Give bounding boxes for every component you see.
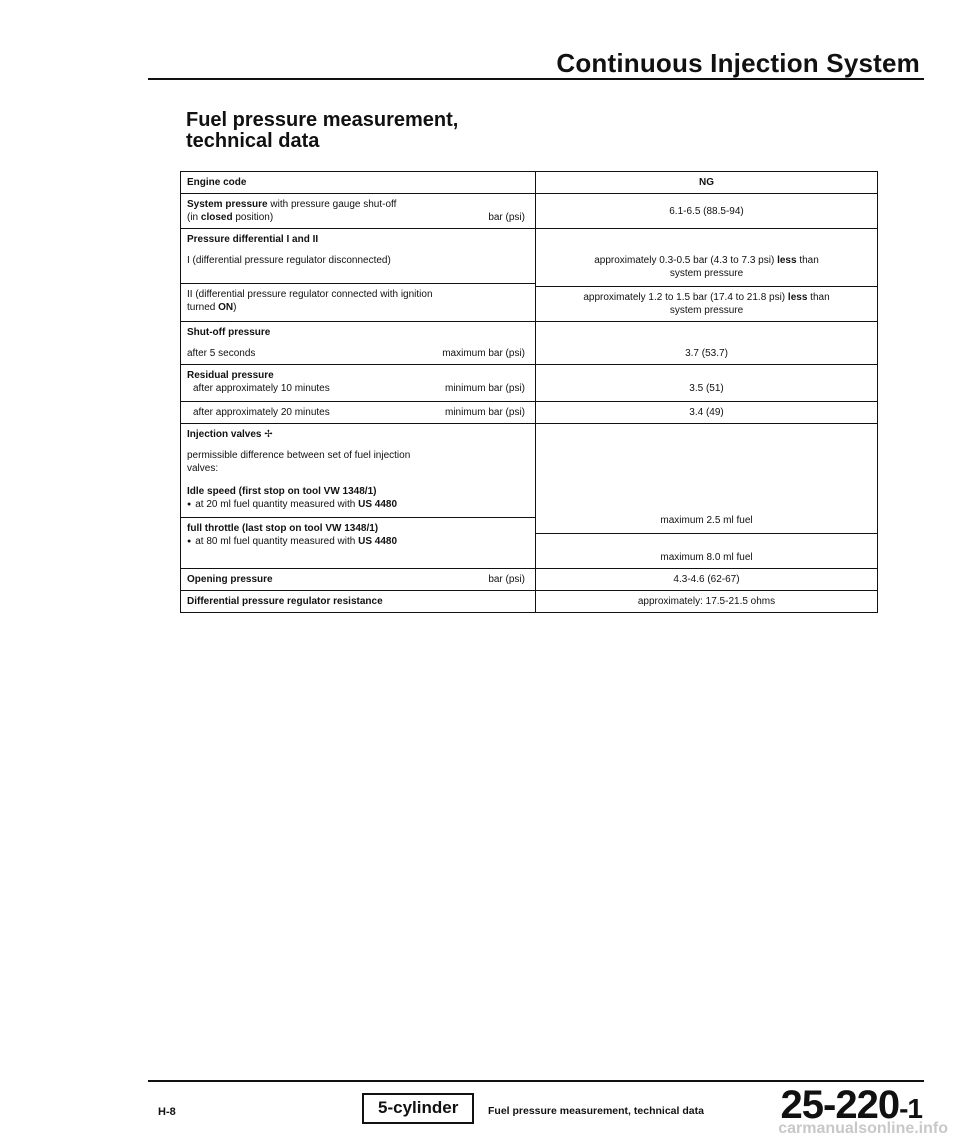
- opening-pressure-value: 4.3-4.6 (62-67): [536, 569, 878, 591]
- injection-valves-cell: Injection valves ✢ permissible difference between set of fuel injection valves: Idle speed (first stop on tool VW 1348/1) ● at 20 ml fuel quantity measured with US 4480 full throttle (last stop on tool VW 1348/1) ● at 80 ml fuel quantity measured with US 4480: [181, 424, 536, 569]
- table-row-opening-pressure: [181, 569, 878, 591]
- section-title-line2: technical data: [186, 130, 320, 152]
- residual-pressure-heading: Residual pressure: [187, 370, 274, 381]
- shutoff-pressure-unit: maximum bar (psi): [442, 348, 525, 359]
- residual-pressure-values: [536, 365, 878, 424]
- pressure-differential-cell: Pressure differential I and II I (differential pressure regulator disconnected) II (differential pressure regulator connected with ignition turned ON): [181, 229, 536, 322]
- injection-valves-values: [536, 424, 878, 569]
- table-row-injection-valves: [181, 424, 878, 569]
- residual-pressure-cell: Residual pressure after approximately 10 minutes minimum bar (psi) after approximately 20 minutes minimum bar (psi): [181, 365, 536, 424]
- section-title: [186, 110, 458, 152]
- system-pressure-value: 6.1-6.5 (88.5-94): [536, 194, 878, 229]
- tolerance-mark-icon: ✢: [264, 429, 273, 440]
- full-throttle-heading: full throttle (last stop on tool VW 1348/1): [187, 523, 379, 534]
- watermark: carmanualsonline.info: [778, 1120, 948, 1137]
- divider: [536, 401, 877, 402]
- table-row-residual-pressure: [181, 365, 878, 424]
- page-id: H-8: [158, 1106, 176, 1118]
- spec-table: [180, 171, 878, 613]
- variant-badge: 5-cylinder: [362, 1093, 474, 1124]
- system-pressure-label: System pressure with pressure gauge shut-off (in closed position) bar (psi): [181, 194, 536, 229]
- pressure-differential-values: approximately 0.3-0.5 bar (4.3 to 7.3 psi) less than system pressure approximately 1.2 to 1.5 bar (17.4 to 21.8 psi) less than system pressure: [536, 229, 878, 322]
- divider: [181, 401, 535, 402]
- divider: [181, 283, 535, 284]
- footer-caption: Fuel pressure measurement, technical data: [488, 1105, 704, 1117]
- footer-rule: [148, 1080, 924, 1082]
- table-row-system-pressure: [181, 194, 878, 229]
- divider: [536, 286, 877, 287]
- regulator-resistance-value: approximately: 17.5-21.5 ohms: [536, 591, 878, 613]
- table-row-regulator-resistance: [181, 591, 878, 613]
- opening-pressure-cell: [181, 569, 536, 591]
- system-pressure-unit: bar (psi): [488, 212, 525, 223]
- table-row-engine-code: [181, 172, 878, 194]
- page-number: 25-220-1: [780, 1083, 922, 1127]
- engine-code-value: NG: [536, 172, 878, 194]
- full-throttle-value: maximum 8.0 ml fuel: [660, 552, 753, 563]
- idle-speed-heading: Idle speed (first stop on tool VW 1348/1): [187, 486, 377, 497]
- shutoff-pressure-value: 3.7 (53.7): [536, 322, 878, 365]
- header-rule: [148, 78, 924, 80]
- table-row-shutoff-pressure: [181, 322, 878, 365]
- divider: [536, 533, 877, 534]
- engine-code-label: Engine code: [181, 172, 536, 194]
- pressure-differential-row2-label-line1: II (differential pressure regulator connected with ignition: [187, 289, 433, 300]
- shutoff-pressure-label: after 5 seconds: [187, 348, 256, 359]
- page-header-title: Continuous Injection System: [556, 48, 920, 78]
- regulator-resistance-heading: Differential pressure regulator resistance: [181, 591, 536, 613]
- shutoff-pressure-heading: Shut-off pressure: [187, 327, 271, 338]
- shutoff-pressure-cell: [181, 322, 536, 365]
- table-row-pressure-differential: [181, 229, 878, 322]
- injection-valves-heading: Injection valves: [187, 429, 262, 440]
- opening-pressure-unit: bar (psi): [488, 574, 525, 585]
- pressure-differential-row1-value: approximately 0.3-0.5 bar (4.3 to 7.3 psi) less than: [594, 255, 819, 266]
- pressure-differential-row1-label: I (differential pressure regulator disconnected): [187, 255, 391, 266]
- pressure-differential-row2-value: approximately 1.2 to 1.5 bar (17.4 to 21.8 psi) less than: [583, 292, 830, 303]
- divider: [181, 517, 535, 518]
- residual-pressure-row2-value: 3.4 (49): [689, 407, 724, 418]
- section-title-line1: Fuel pressure measurement,: [186, 109, 459, 131]
- pressure-differential-heading: Pressure differential I and II: [187, 234, 319, 245]
- residual-pressure-row1-value: 3.5 (51): [689, 383, 724, 394]
- opening-pressure-heading: Opening pressure: [187, 574, 273, 585]
- idle-speed-value: maximum 2.5 ml fuel: [660, 515, 753, 526]
